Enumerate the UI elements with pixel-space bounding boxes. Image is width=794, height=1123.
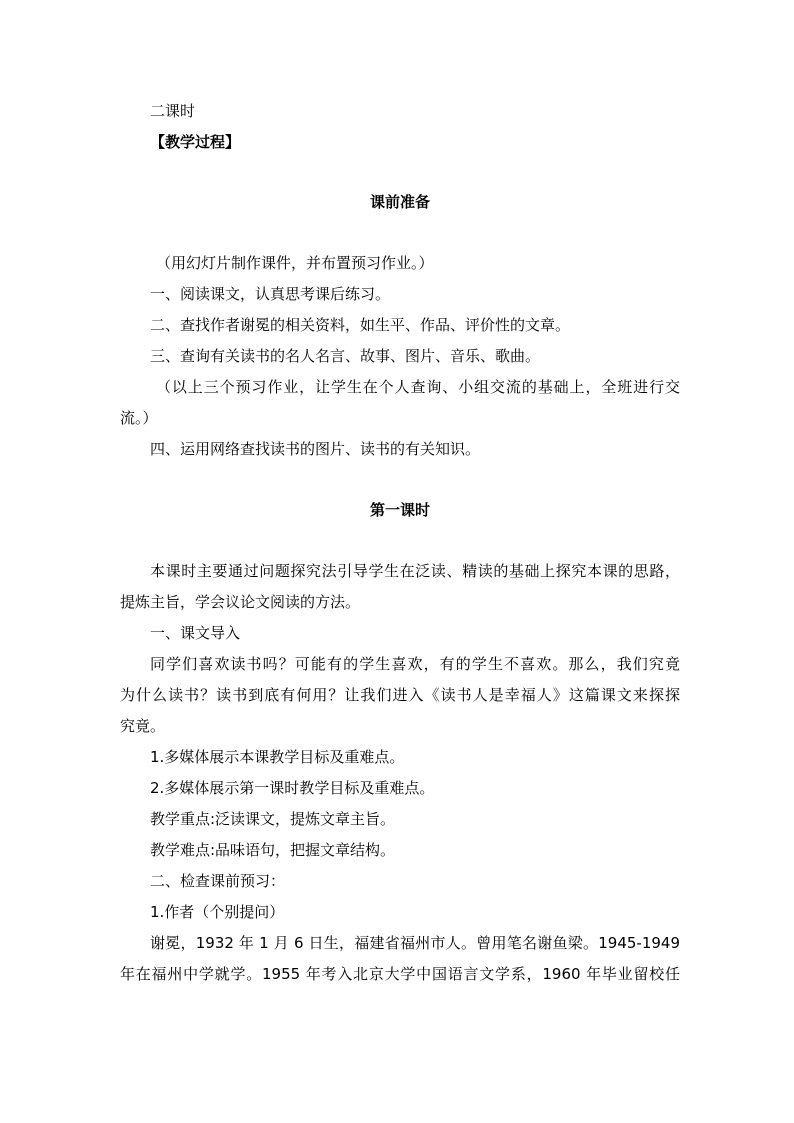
lesson-count-line: 二课时 bbox=[150, 102, 196, 120]
paragraph-homework-line-1: （以上三个预习作业，让学生在个人查询、小组交流的基础上，全班进行交 bbox=[156, 378, 680, 396]
paragraph-author-bio-line-1: 谢冕，1932 年 1 月 6 日生，福建省福州市人。曾用笔名谢鱼梁。1945-1949 bbox=[150, 934, 680, 952]
paragraph-lesson-intro-line-1: 本课时主要通过问题探究法引导学生在泛读、精读的基础上探究本课的思路， bbox=[150, 562, 680, 580]
list-item-objectives-1: 1.多媒体展示本课教学目标及重难点。 bbox=[150, 748, 405, 766]
list-item-web-search: 四、运用网络查找读书的图片、读书的有关知识。 bbox=[150, 440, 481, 458]
section-heading-first-lesson: 第一课时 bbox=[369, 501, 430, 519]
paragraph-lesson-intro-line-2: 提炼主旨，学会议论文阅读的方法。 bbox=[120, 593, 361, 611]
paragraph-author-bio-line-2: 年在福州中学就学。1955 年考入北京大学中国语言文学系，1960 年毕业留校任 bbox=[120, 965, 680, 983]
subheading-preview-check: 二、检查课前预习： bbox=[150, 872, 286, 890]
section-heading-teaching-process: 【教学过程】 bbox=[150, 133, 241, 151]
list-item-quotes: 三、查询有关读书的名人名言、故事、图片、音乐、歌曲。 bbox=[150, 347, 541, 365]
paragraph-courseware-note: （用幻灯片制作课件，并布置预习作业。） bbox=[156, 254, 434, 272]
teaching-focus-line: 教学重点:泛读课文，提炼文章主旨。 bbox=[150, 810, 396, 828]
subheading-text-intro: 一、课文导入 bbox=[150, 624, 241, 642]
list-item-read-text: 一、阅读课文，认真思考课后练习。 bbox=[150, 285, 391, 303]
list-item-author: 1.作者（个别提问） bbox=[150, 903, 285, 921]
list-item-author-info: 二、查找作者谢冕的相关资料，如生平、作品、评价性的文章。 bbox=[150, 316, 571, 334]
paragraph-homework-line-2: 流。） bbox=[120, 409, 158, 427]
paragraph-intro-line-1: 同学们喜欢读书吗？可能有的学生喜欢，有的学生不喜欢。那么，我们究竟 bbox=[150, 655, 680, 673]
document-body bbox=[120, 96, 680, 990]
teaching-difficulty-line: 教学难点:品味语句，把握文章结构。 bbox=[150, 841, 396, 859]
paragraph-intro-line-2: 为什么读书？读书到底有何用？让我们进入《读书人是幸福人》这篇课文来探探 bbox=[120, 686, 680, 704]
list-item-objectives-2: 2.多媒体展示第一课时教学目标及重难点。 bbox=[150, 779, 435, 797]
section-heading-pre-class: 课前准备 bbox=[369, 193, 430, 211]
paragraph-intro-line-3: 究竟。 bbox=[120, 717, 166, 735]
